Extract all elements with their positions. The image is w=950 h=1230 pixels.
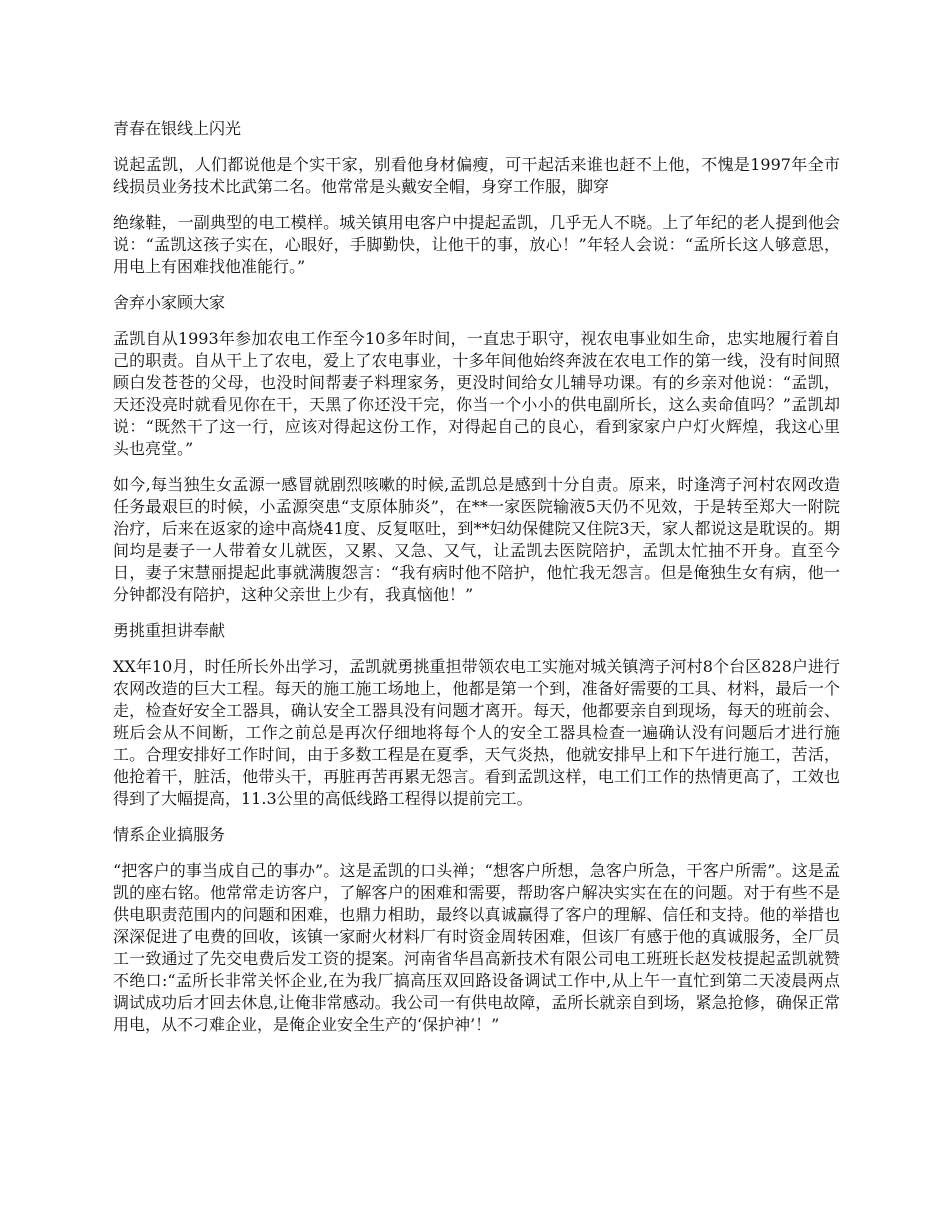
section-heading: 舍弃小家顾大家	[113, 293, 226, 312]
paragraph: XX年10月，时任所长外出学习，孟凯就勇挑重担带领农电工实施对城关镇湾子河村8个台区828户进行农网改造的巨大工程。每天的施工施工场地上，他都是第一个到，准备好需要的工具、材料，最后一个走，检查好安全工器具，确认安全工器具没有问题才离开。每天，他都要亲自到现场，每天的班前会、班后会从不间断，工作之前总是再次仔细地将每个人的安全工器具检查一遍确认没有问题后才进行施工。合理安排好工作时间，由于多数工程是在夏季，天气炎热，他就安排早上和下午进行施工，苦活，他抢着干，脏活，他带头干，再脏再苦再累无怨言。看到孟凯这样，电工们工作的热情更高了，工效也得到了大幅提高，11.3公里的高低线路工程得以提前完工。	[113, 657, 840, 808]
paragraph: 绝缘鞋，一副典型的电工模样。城关镇用电客户中提起孟凯，几乎无人不晓。上了年纪的老人提到他会说：“孟凯这孩子实在，心眼好，手脚勤快，让他干的事，放心！”年轻人会说：“孟所长这人够意思，用电上有困难找他准能行。”	[113, 213, 840, 276]
section-heading: 青春在银线上闪光	[113, 119, 242, 138]
document-body	[113, 118, 840, 1050]
paragraph: 孟凯自从1993年参加农电工作至今10多年时间，一直忠于职守，视农电事业如生命，忠实地履行着自己的职责。自从干上了农电，爱上了农电事业，十多年间他始终奔波在农电工作的第一线，没有时间照顾白发苍苍的父母，也没时间帮妻子料理家务，更没时间给女儿辅导功课。有的乡亲对他说：“孟凯，天还没亮时就看见你在干，天黑了你还没干完，你当一个小小的供电副所长，这么卖命值吗？”孟凯却说：“既然干了这一行，应该对得起这份工作，对得起自己的良心，看到家家户户灯火辉煌，我这心里头也亮堂。”	[113, 329, 840, 458]
section-heading: 情系企业搞服务	[113, 825, 226, 844]
section-heading: 勇挑重担讲奉献	[113, 621, 226, 640]
paragraph: 如今,每当独生女孟源一感冒就剧烈咳嗽的时候,孟凯总是感到十分自责。原来，时逢湾子河村农网改造任务最艰巨的时候，小孟源突患“支原体肺炎”，在**一家医院输液5天仍不见效，于是转至郑大一附院治疗，后来在返家的途中高烧41度、反复呕吐，到**妇幼保健院又住院3天，家人都说这是耽误的。期间均是妻子一人带着女儿就医，又累、又急、又气，让孟凯去医院陪护，孟凯太忙抽不开身。直至今日，妻子宋慧丽提起此事就满腹怨言：“我有病时他不陪护，他忙我无怨言。但是俺独生女有病，他一分钟都没有陪护，这种父亲世上少有，我真恼他！”	[113, 475, 840, 604]
paragraph: “把客户的事当成自己的事办”。这是孟凯的口头禅；“想客户所想，急客户所急，干客户所需”。这是孟凯的座右铭。他常常走访客户，了解客户的困难和需要，帮助客户解决实实在在的问题。对于有些不是供电职责范围内的问题和困难，也鼎力相助，最终以真诚赢得了客户的理解、信任和支持。他的举措也深深促进了电费的回收，该镇一家耐火材料厂有时资金周转困难，但该厂有感于他的真诚服务，全厂员工一致通过了先交电费后发工资的提案。河南省华昌高新技术有限公司电工班班长赵发枝提起孟凯就赞不绝口:“孟所长非常关怀企业,在为我厂搞高压双回路设备调试工作中,从上午一直忙到第二天凌晨两点调试成功后才回去休息,让俺非常感动。我公司一有供电故障，孟所长就亲自到场，紧急抢修，确保正常用电，从不刁难企业，是俺企业安全生产的‘保护神’！”	[113, 861, 840, 1034]
paragraph: 说起孟凯，人们都说他是个实干家，别看他身材偏瘦，可干起活来谁也赶不上他，不愧是1997年全市线损员业务技术比武第二名。他常常是头戴安全帽，身穿工作服，脚穿	[113, 155, 840, 196]
